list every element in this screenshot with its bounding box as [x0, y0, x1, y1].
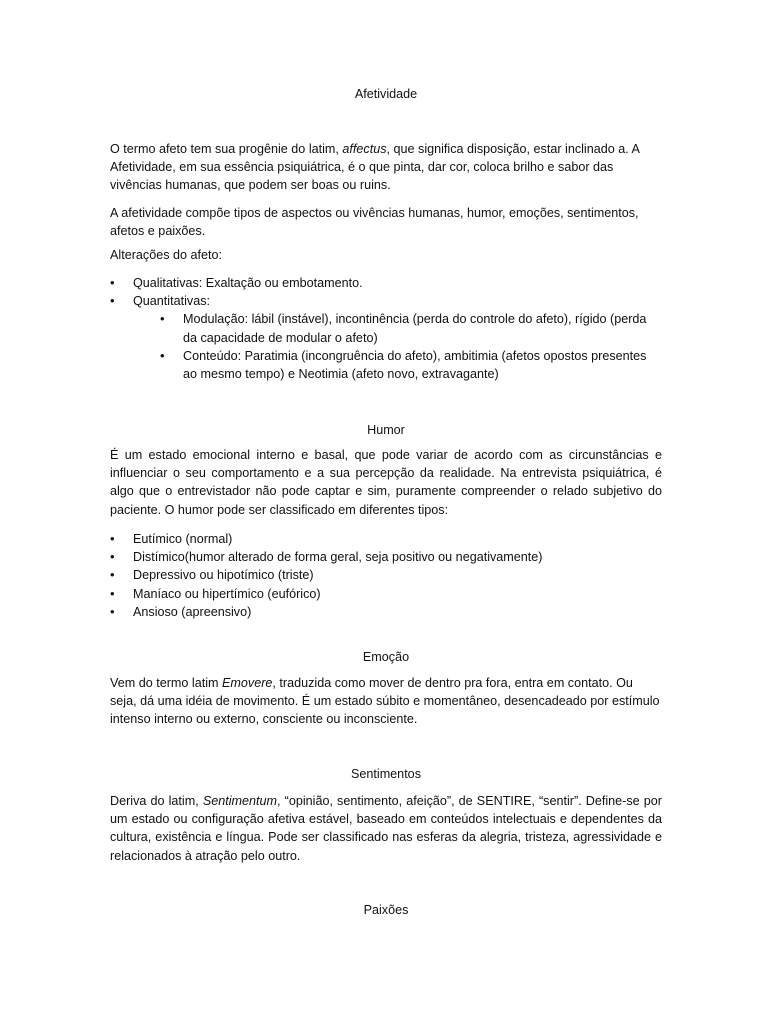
heading-emocao: Emoção — [362, 650, 410, 664]
text-segment: Deriva do latim, — [110, 794, 203, 808]
heading-humor: Humor — [367, 423, 405, 437]
paragraph-afetividade-tipos: A afetividade compõe tipos de aspectos ou vivências humanas, humor, emoções, sentimentos, afetos e paixões. — [110, 206, 639, 239]
list-item: • Eutímico (normal) — [110, 530, 662, 548]
latin-term: Emovere — [222, 676, 273, 690]
list-item: • Depressivo ou hipotímico (triste) — [110, 566, 662, 584]
paragraph-afeto-origem — [110, 140, 662, 195]
paragraph-sentimentos — [110, 792, 662, 865]
list-item: • Distímico(humor alterado de forma geral, seja positivo ou negativamente) — [110, 548, 662, 566]
list-alteracoes — [110, 274, 662, 383]
latin-term: Sentimentum — [202, 794, 278, 808]
text-segment: Vem do termo latim — [110, 676, 222, 690]
list-item: • Ansioso (apreensivo) — [110, 603, 662, 621]
heading-sentimentos: Sentimentos — [350, 767, 421, 781]
paragraph-alteracoes: Alterações do afeto: — [110, 248, 223, 262]
text-segment: , “opinião, sentimento, afeição”, de SENTIRE, “sentir”. Define-se por um estado ou configuração afetiva estável, baseado em conteúdos intelectuais e dependentes da cultura, existência e língua. Pode ser classificado nas esferas da alegria, tristeza, agressividade e relacionados à atração pelo outro. — [110, 794, 662, 863]
heading-afetividade: Afetividade — [354, 87, 418, 101]
text-segment: , que significa disposição, estar inclinado a. A Afetividade, em sua essência psiquiátrica, é o que pinta, dar cor, coloca brilho e sabor das vivências humanas, que podem ser boas ou ruins. — [110, 142, 640, 193]
heading-paixoes: Paixões — [363, 903, 409, 917]
list-item: • Quantitativas: — [110, 292, 662, 310]
list-humor-tipos — [110, 530, 662, 621]
sublist-item: • Modulação: lábil (instável), incontinência (perda do controle do afeto), rígido (perda da capacidade de modular o afeto) — [160, 310, 662, 346]
paragraph-humor: É um estado emocional interno e basal, que pode variar de acordo com as circunstâncias e influenciar o seu comportamento e a sua percepção da realidade. Na entrevista psiquiátrica, é algo que o entrevistador não pode captar e sim, puramente compreender o relado subjetivo do paciente. O humor pode ser classificado em diferentes tipos: — [110, 448, 662, 517]
latin-term: affectus — [342, 142, 387, 156]
text-segment: , traduzida como mover de dentro pra fora, entra em contato. Ou seja, dá uma idéia de movimento. É um estado súbito e momentâneo, desencadeado por estímulo intenso interno ou externo, consciente ou inconsciente. — [110, 676, 660, 727]
paragraph-emocao — [110, 674, 662, 729]
list-item: • Maníaco ou hipertímico (eufórico) — [110, 585, 662, 603]
list-item: • Qualitativas: Exaltação ou embotamento. — [110, 274, 662, 292]
text-segment: O termo afeto tem sua progênie do latim, — [110, 142, 343, 156]
sublist-item: • Conteúdo: Paratimia (incongruência do afeto), ambitimia (afetos opostos presentes ao mesmo tempo) e Neotimia (afeto novo, extravagante) — [160, 347, 662, 383]
